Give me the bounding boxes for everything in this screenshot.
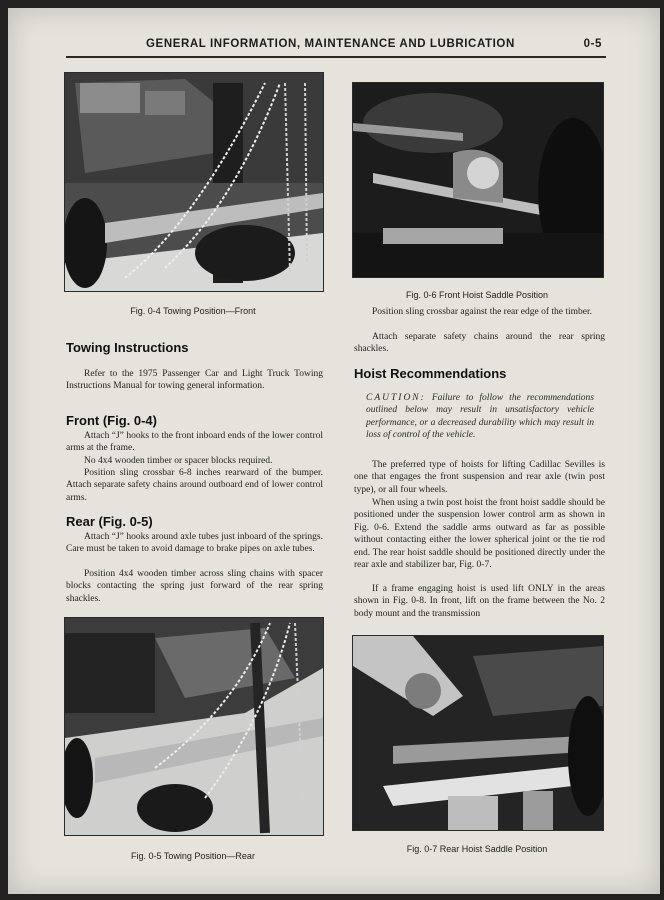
- paragraph-front-3: Position sling crossbar 6-8 inches rearward of the bumper. Attach separate safety chains around outboard end of lower control arms.: [66, 468, 323, 503]
- caption-fig-0-7: Fig. 0-7 Rear Hoist Saddle Position: [406, 844, 548, 854]
- caption-fig-0-4: Fig. 0-4 Towing Position—Front: [130, 306, 256, 316]
- heading-towing-instructions: Towing Instructions: [66, 340, 189, 355]
- paragraph-front-2: No 4x4 wooden timber or spacer blocks required.: [84, 456, 273, 466]
- photo-front-hoist-saddle: [352, 82, 604, 278]
- caption-fig-0-5: Fig. 0-5 Towing Position—Rear: [131, 851, 255, 861]
- paragraph-rear-1: Attach “J” hooks around axle tubes just inboard of the springs. Care must be taken to avoid damage to brake pipes on axle tubes.: [66, 532, 323, 555]
- caution-text: Failure to follow the recommendations outlined below may result in unsatisfactory vehicle performance, or a decreased durability which may result in loss of control of the vehicle.: [366, 393, 595, 441]
- paragraph-sling-2: Attach separate safety chains around the rear spring shackles.: [354, 332, 605, 355]
- heading-rear: Rear (Fig. 0-5): [66, 514, 153, 529]
- paragraph-sling-1: Position sling crossbar against the rear edge of the timber.: [372, 307, 593, 317]
- photo-towing-rear: [64, 617, 324, 836]
- heading-hoist-recommendations: Hoist Recommendations: [354, 366, 507, 381]
- photo-towing-front: [64, 72, 324, 292]
- paragraph-hoist-2: When using a twin post hoist the front hoist saddle should be positioned under the suspension lower control arm as shown in Fig. 0-6. Extend the saddle arms outward as far as possible without contacting either the lower spherical joint or the tie rod end. The rear hoist saddle should be positioned directly under the rear axle and stabilizer bar, Fig. 0-7.: [354, 498, 605, 571]
- page-number: 0-5: [583, 38, 602, 50]
- manual-page: [8, 8, 660, 894]
- caution-note: [366, 392, 594, 442]
- paragraph-hoist-1: The preferred type of hoists for lifting Cadillac Sevilles is one that engages the front suspension and rear axle (twin post type), or all four wheels.: [354, 460, 605, 495]
- paragraph-rear-2: Position 4x4 wooden timber across sling chains with spacer blocks contacting the spring just forward of the rear spring shackles.: [66, 569, 323, 604]
- heading-front: Front (Fig. 0-4): [66, 413, 157, 428]
- paragraph-towing-intro: Refer to the 1975 Passenger Car and Light Truck Towing Instructions Manual for towing general information.: [66, 369, 323, 392]
- paragraph-hoist-3: If a frame engaging hoist is used lift ONLY in the areas shown in Fig. 0-8. In front, lift on the frame between the No. 2 body mount and the transmission: [354, 584, 605, 619]
- photo-rear-hoist-saddle: [352, 635, 604, 831]
- caption-fig-0-6: Fig. 0-6 Front Hoist Saddle Position: [405, 290, 549, 300]
- header-title: GENERAL INFORMATION, MAINTENANCE AND LUBRICATION: [146, 38, 515, 50]
- page-header: [66, 34, 606, 58]
- caution-label: CAUTION:: [366, 393, 426, 403]
- paragraph-front-1: Attach “J” hooks to the front inboard ends of the lower control arms at the frame.: [66, 431, 323, 454]
